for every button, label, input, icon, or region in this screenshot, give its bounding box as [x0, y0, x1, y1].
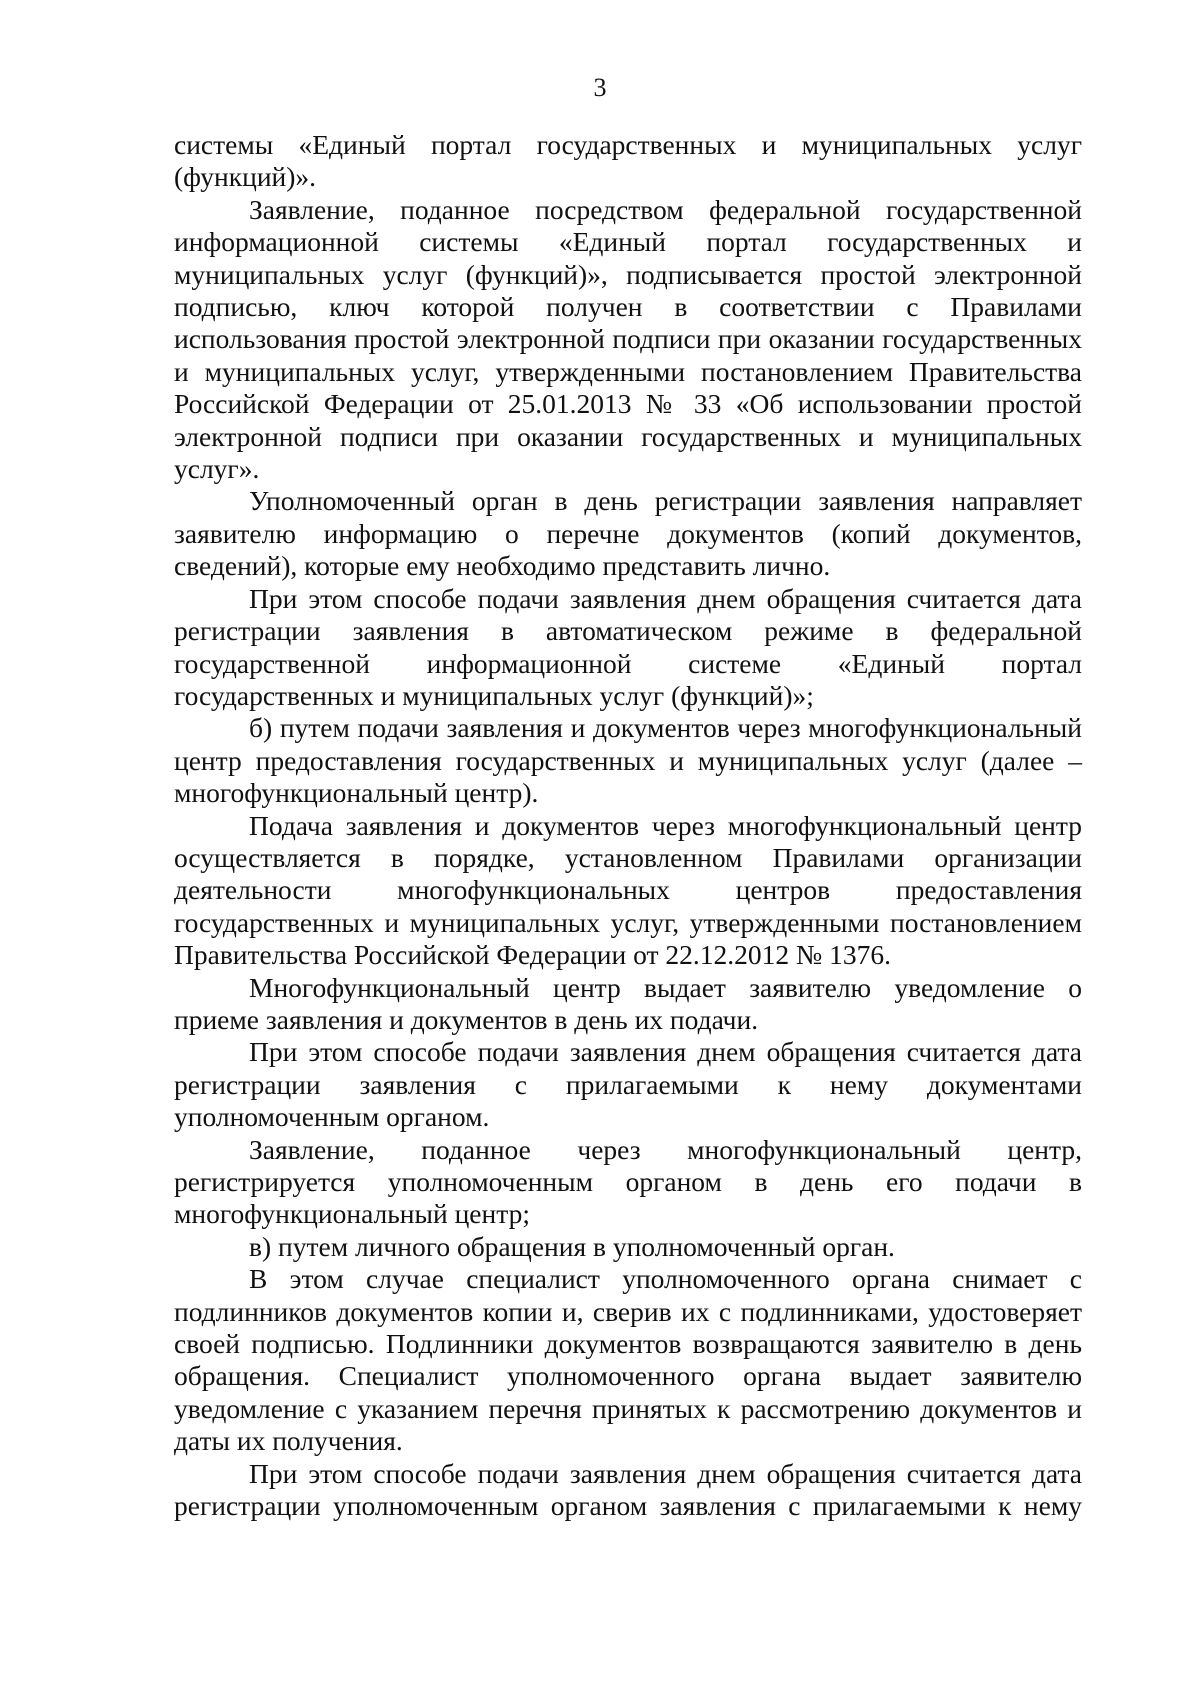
paragraph-continuation: системы «Единый портал государственных и муниципальных услуг (функций)».: [174, 129, 1082, 193]
paragraph-portal-date: При этом способе подачи заявления днем обращения считается дата регистрации заявления в автоматическом режиме в федеральной государственной информационной системе «Единый портал государственных и муниципальных услуг (функций)»;: [174, 582, 1082, 711]
paragraph-item-b: б) путем подачи заявления и документов через многофункциональный центр предоставления государственных и муниципальных услуг (далее – многофункциональный центр).: [174, 712, 1082, 809]
paragraph-mfc-registration: Заявление, поданное через многофункциональный центр, регистрируется уполномоченным органом в день его подачи в многофункциональный центр;: [174, 1133, 1082, 1230]
paragraph-personal-date: При этом способе подачи заявления днем обращения считается дата регистрации уполномоченным органом заявления с прилагаемыми к нему: [174, 1457, 1082, 1522]
paragraph-item-v: в) путем личного обращения в уполномоченный орган.: [249, 1230, 895, 1262]
page-number: 3: [593, 73, 607, 102]
paragraph-mfc-procedure: Подача заявления и документов через многофункциональный центр осуществляется в порядке, установленном Правилами организации деятельности многофункциональных центров предоставления государственных и муниципальных услуг, утвержденными постановлением Правительства Российской Федерации от 22.12.2012 № 1376.: [174, 809, 1082, 971]
paragraph-mfc-date: При этом способе подачи заявления днем обращения считается дата регистрации заявления с прилагаемыми к нему документами уполномоченным органом.: [174, 1036, 1082, 1133]
document-body: [174, 129, 1082, 1522]
paragraph-signature-rules: Заявление, поданное посредством федеральной государственной информационной системы «Единый портал государственных и муниципальных услуг (функций)», подписывается простой электронной подписью, ключ которой получен в соответствии с Правилами использования простой электронной подписи при оказании государственных и муниципальных услуг, утвержденными постановлением Правительства Российской Федерации от 25.01.2013 № 33 «Об использовании простой электронной подписи при оказании государственных и муниципальных услуг».: [174, 193, 1082, 485]
paragraph-specialist-copies: В этом случае специалист уполномоченного органа снимает с подлинников документов копии и, сверив их с подлинниками, удостоверяет своей подписью. Подлинники документов возвращаются заявителю в день обращения. Специалист уполномоченного органа выдает заявителю уведомление с указанием перечня принятых к рассмотрению документов и даты их получения.: [174, 1263, 1082, 1457]
paragraph-authorized-body-info: Уполномоченный орган в день регистрации заявления направляет заявителю информацию о перечне документов (копий документов, сведений), которые ему необходимо представить лично.: [174, 485, 1082, 582]
paragraph-mfc-notification: Многофункциональный центр выдает заявителю уведомление о приеме заявления и документов в день их подачи.: [174, 971, 1082, 1035]
